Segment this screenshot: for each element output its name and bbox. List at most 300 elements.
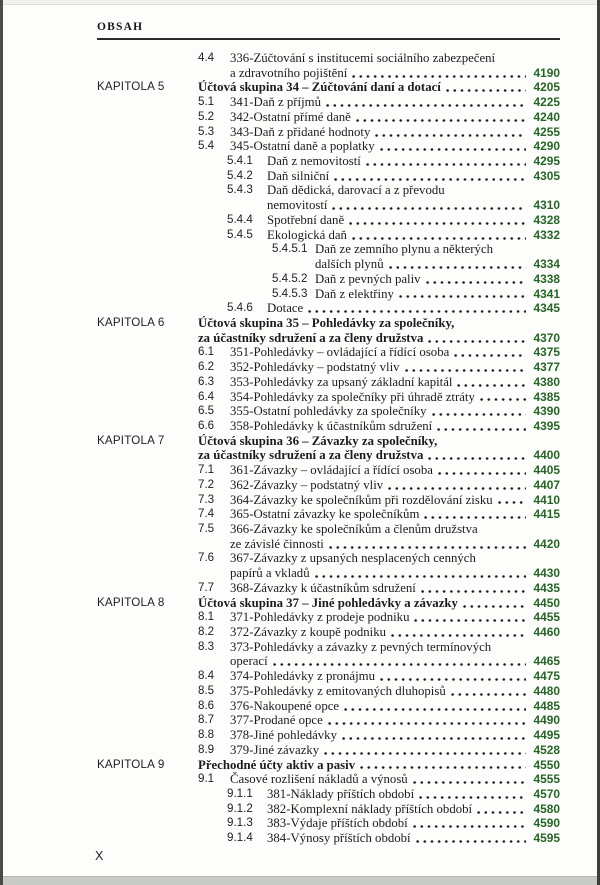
entry-text-column — [198, 80, 560, 95]
dot-leader — [313, 566, 526, 581]
entry-text: 361-Závazky – ovládající a řídící osoba — [230, 463, 433, 478]
entry-text-line — [315, 257, 560, 272]
entry-number: 8.7 — [198, 713, 215, 727]
entry-text: Ekologická daň — [267, 227, 347, 242]
toc-item — [198, 345, 560, 360]
page-number: 4480 — [533, 683, 560, 698]
entry-text-line — [198, 331, 560, 346]
toc-entry — [97, 743, 560, 758]
page-number: 4595 — [533, 831, 560, 846]
page-number: 4255 — [533, 124, 560, 139]
entry-text: Účtová skupina 37 – Jiné pohledávky a závazky — [198, 595, 458, 610]
entry-text-line — [267, 228, 560, 243]
entry-text-column — [230, 125, 560, 140]
entry-text: 351-Pohledávky – ovládající a řídící osoba — [230, 345, 450, 360]
toc-entry — [97, 463, 560, 478]
entry-text-column — [230, 139, 560, 154]
toc-item — [198, 125, 560, 140]
toc-entry — [97, 110, 560, 125]
entry-text-column — [267, 802, 560, 817]
toc-entry — [97, 816, 560, 831]
entry-text: Daň z nemovitostí — [267, 154, 361, 169]
entry-number: 8.1 — [198, 610, 215, 624]
dot-leader — [397, 287, 526, 302]
page-number: 4341 — [533, 286, 560, 301]
toc-entry — [97, 375, 560, 390]
toc-item — [198, 434, 560, 463]
entry-text: 352-Pohledávky – podstatný vliv — [230, 360, 400, 375]
entry-number: 5.4.1 — [227, 154, 253, 168]
toc-entry — [97, 213, 560, 228]
toc-item — [227, 169, 560, 184]
dot-leader — [411, 816, 526, 831]
entry-text-line — [198, 80, 560, 95]
entry-text-line — [230, 478, 560, 493]
dot-leader — [354, 110, 526, 125]
toc-entry — [97, 287, 560, 302]
toc-item — [198, 551, 560, 580]
entry-text-column — [267, 228, 560, 243]
entry-text: 375-Pohledávky z emitovaných dluhopisů — [230, 683, 446, 698]
toc-item — [198, 375, 560, 390]
entry-text-column — [198, 596, 560, 611]
toc-item — [198, 522, 560, 551]
entry-text-column — [230, 404, 560, 419]
entry-text-line: Účtová skupina 36 – Závazky za společníky, — [198, 433, 438, 448]
dot-leader — [436, 463, 526, 478]
scan-edge-left — [0, 0, 3, 885]
entry-text: Účtová skupina 34 – Zúčtování daní a dotací — [198, 80, 441, 95]
entry-text-line — [230, 507, 560, 522]
toc-item — [198, 493, 560, 508]
dot-leader — [324, 95, 526, 110]
dot-leader — [327, 537, 526, 552]
entry-number: 5.1 — [198, 95, 215, 109]
entry-text-line — [230, 66, 560, 81]
page-number: 4590 — [533, 816, 560, 831]
toc-entry — [97, 802, 560, 817]
toc-item — [198, 507, 560, 522]
dot-leader — [412, 610, 526, 625]
toc-entry — [97, 345, 560, 360]
entry-text-line — [230, 743, 560, 758]
toc-item — [198, 110, 560, 125]
entry-text-line — [230, 728, 560, 743]
entry-text-column — [230, 743, 560, 758]
entry-text-column — [230, 610, 560, 625]
entry-number: 6.3 — [198, 374, 215, 388]
toc-entry — [97, 772, 560, 787]
toc-item — [198, 581, 560, 596]
entry-text-line — [267, 154, 560, 169]
toc-entry — [97, 699, 560, 714]
entry-number: 8.2 — [198, 625, 215, 639]
entry-text-column — [315, 242, 560, 271]
entry-number: 4.4 — [198, 51, 215, 64]
entry-text-column — [267, 183, 560, 212]
entry-text: 374-Pohledávky z pronájmu — [230, 669, 376, 684]
entry-text-line — [230, 669, 560, 684]
entry-number: 6.6 — [198, 418, 215, 432]
entry-number: 7.4 — [198, 507, 215, 521]
dot-leader — [444, 80, 526, 95]
entry-number: 7.2 — [198, 477, 215, 491]
entry-text-line — [315, 272, 560, 287]
folio-page-number: X — [95, 849, 104, 863]
toc-entry — [97, 301, 560, 316]
page-number: 4332 — [533, 227, 560, 242]
entry-number: 8.4 — [198, 669, 215, 683]
entry-text: 376-Nakoupené opce — [230, 698, 340, 713]
toc-entry — [97, 610, 560, 625]
toc-entry — [97, 360, 560, 375]
dot-leader — [387, 257, 526, 272]
toc-item — [198, 743, 560, 758]
toc-item — [227, 787, 560, 802]
entry-number: 9.1.1 — [227, 786, 253, 800]
page-number: 4190 — [533, 65, 560, 80]
entry-text-line — [230, 463, 560, 478]
entry-number: 6.2 — [198, 360, 215, 374]
toc-item — [198, 95, 560, 110]
entry-number: 5.4.2 — [227, 168, 253, 182]
entry-text-line — [230, 95, 560, 110]
entry-text-line — [230, 360, 560, 375]
toc-list — [97, 51, 560, 846]
page-number: 4528 — [533, 742, 560, 757]
toc-item — [227, 183, 560, 212]
page-header: OBSAH — [97, 21, 144, 33]
dot-leader — [389, 625, 526, 640]
toc-item — [272, 272, 560, 287]
page-number: 4380 — [533, 374, 560, 389]
entry-text-line: Účtová skupina 35 – Pohledávky za společníky, — [198, 315, 455, 330]
chapter-label: KAPITOLA 5 — [97, 80, 165, 94]
toc-entry — [97, 316, 560, 345]
toc-entry — [97, 581, 560, 596]
entry-number: 5.4.3 — [227, 183, 253, 197]
page-number: 4328 — [533, 212, 560, 227]
entry-number: 5.3 — [198, 124, 215, 138]
dot-leader — [373, 125, 526, 140]
toc-item — [198, 139, 560, 154]
toc-item — [198, 713, 560, 728]
entry-number: 7.3 — [198, 492, 215, 506]
entry-number: 8.3 — [198, 639, 215, 653]
entry-text-column — [230, 551, 560, 580]
dot-leader — [403, 360, 526, 375]
entry-number: 7.5 — [198, 522, 215, 535]
entry-text-column — [267, 816, 560, 831]
dot-leader — [350, 66, 526, 81]
entry-text-line — [230, 713, 560, 728]
page-number: 4385 — [533, 389, 560, 404]
entry-text-line — [230, 566, 560, 581]
entry-text: 362-Závazky – podstatný vliv — [230, 477, 384, 492]
entry-text: 353-Pohledávky za upsaný základní kapitál — [230, 374, 453, 389]
entry-text-column — [230, 625, 560, 640]
dot-leader — [332, 169, 526, 184]
entry-text-line — [267, 198, 560, 213]
page-number: 4485 — [533, 698, 560, 713]
entry-text-column — [230, 669, 560, 684]
entry-number: 5.4.4 — [227, 212, 253, 226]
entry-text-column — [230, 375, 560, 390]
page-number: 4240 — [533, 109, 560, 124]
toc-entry — [97, 169, 560, 184]
entry-text-line — [267, 831, 560, 846]
entry-number: 6.5 — [198, 404, 215, 418]
toc-item — [198, 404, 560, 419]
entry-number: 6.4 — [198, 389, 215, 403]
entry-text: 342-Ostatní přímé daně — [230, 109, 351, 124]
toc-entry — [97, 404, 560, 419]
toc-item — [198, 360, 560, 375]
page-number: 4570 — [533, 786, 560, 801]
page-number: 4225 — [533, 95, 560, 110]
toc-entry — [97, 551, 560, 580]
entry-number: 5.4.5.3 — [272, 286, 308, 300]
entry-text: Spotřební daně — [267, 212, 345, 227]
entry-number: 8.9 — [198, 742, 215, 756]
toc-item — [198, 699, 560, 714]
entry-text-column — [315, 272, 560, 287]
toc-entry — [97, 419, 560, 434]
header-rule — [97, 38, 560, 40]
page-number: 4295 — [533, 154, 560, 169]
toc-item — [198, 316, 560, 345]
entry-text: 358-Pohledávky k účastníkům sdružení — [230, 418, 433, 433]
entry-text-column — [230, 463, 560, 478]
entry-text-line: 336-Zúčtování s institucemi sociálního zabezpečení — [230, 51, 496, 65]
toc-item — [198, 669, 560, 684]
dot-leader — [386, 478, 526, 493]
entry-text: Daň silniční — [267, 168, 330, 183]
toc-entry — [97, 669, 560, 684]
toc-entry — [97, 183, 560, 212]
dot-leader — [340, 728, 526, 743]
page-number: 4400 — [533, 448, 560, 463]
toc-entry — [97, 242, 560, 271]
entry-text-line — [198, 596, 560, 611]
entry-text: 372-Závazky z koupě podniku — [230, 625, 387, 640]
page-number: 4550 — [533, 757, 560, 772]
dot-leader — [326, 713, 526, 728]
dot-leader — [411, 772, 526, 787]
toc-entry — [97, 596, 560, 611]
entry-text-column — [267, 787, 560, 802]
toc-entry — [97, 522, 560, 551]
entry-text-line — [230, 110, 560, 125]
entry-text-column — [230, 522, 560, 551]
entry-text-line: 366-Závazky ke společníkům a členům družstva — [230, 522, 478, 536]
toc-item — [198, 684, 560, 699]
entry-text-column — [230, 493, 560, 508]
entry-text: operací — [230, 654, 268, 669]
entry-text: Dotace — [267, 301, 304, 316]
toc-entry — [97, 154, 560, 169]
page-number: 4580 — [533, 801, 560, 816]
toc-entry — [97, 139, 560, 154]
dot-leader — [378, 669, 526, 684]
dot-leader — [322, 743, 526, 758]
entry-text-line: Daň ze zemního plynu a některých — [315, 242, 494, 257]
entry-text: 378-Jiné pohledávky — [230, 728, 337, 743]
toc-entry — [97, 478, 560, 493]
page-number: 4205 — [533, 80, 560, 95]
entry-text-line — [198, 448, 560, 463]
entry-text: 354-Pohledávky za společníky při úhradě ztráty — [230, 389, 475, 404]
page-number: 4450 — [533, 595, 560, 610]
entry-text-line — [230, 419, 560, 434]
entry-text: 384-Výnosy příštích období — [267, 831, 411, 846]
page-number: 4455 — [533, 610, 560, 625]
entry-number: 5.4.5.1 — [272, 242, 308, 256]
page-number: 4407 — [533, 477, 560, 492]
entry-text: 382-Komplexní náklady příštích období — [267, 801, 473, 816]
entry-text: 368-Závazky k účastníkům sdružení — [230, 580, 416, 595]
toc-entry — [97, 684, 560, 699]
toc-entry — [97, 51, 560, 80]
toc-item — [198, 478, 560, 493]
entry-text-column — [267, 831, 560, 846]
entry-text-line — [198, 758, 560, 773]
page-number: 4405 — [533, 463, 560, 478]
toc-item — [198, 419, 560, 434]
chapter-label: KAPITOLA 6 — [97, 315, 165, 329]
entry-text: Časové rozlišení nákladů a výnosů — [230, 772, 408, 787]
entry-text-column — [267, 213, 560, 228]
entry-text-column — [230, 684, 560, 699]
dot-leader — [342, 699, 526, 714]
toc-item — [227, 228, 560, 243]
entry-number: 8.5 — [198, 683, 215, 697]
entry-text-column — [198, 758, 560, 773]
entry-text-column — [230, 581, 560, 596]
entry-text: 383-Výdaje příštích období — [267, 816, 408, 831]
entry-text: papírů a vkladů — [230, 566, 310, 581]
entry-number: 8.6 — [198, 698, 215, 712]
entry-text-column — [230, 713, 560, 728]
page-number: 4290 — [533, 139, 560, 154]
dot-leader — [452, 345, 526, 360]
dot-leader — [426, 448, 526, 463]
entry-text: 377-Prodané opce — [230, 713, 323, 728]
entry-text: 364-Závazky ke společníkům při rozdělování zisku — [230, 492, 493, 507]
chapter-label: KAPITOLA 7 — [97, 433, 165, 447]
dot-leader — [306, 301, 526, 316]
entry-text-line — [230, 684, 560, 699]
toc-entry — [97, 758, 560, 773]
toc-item — [198, 758, 560, 773]
toc-item — [227, 213, 560, 228]
page-number: 4555 — [533, 772, 560, 787]
toc-item — [198, 728, 560, 743]
entry-text: 381-Náklady příštích období — [267, 786, 415, 801]
page-number: 4375 — [533, 345, 560, 360]
entry-text-line — [267, 787, 560, 802]
entry-text-column — [230, 640, 560, 669]
entry-text-column — [230, 360, 560, 375]
entry-text-line — [267, 301, 560, 316]
page-content — [97, 21, 560, 846]
toc-item — [227, 816, 560, 831]
entry-text: 345-Ostatní daně a poplatky — [230, 139, 375, 154]
entry-text: Daň z pevných paliv — [315, 271, 421, 286]
entry-text: 341-Daň z příjmů — [230, 95, 321, 110]
entry-text-line — [267, 802, 560, 817]
entry-text-line — [267, 816, 560, 831]
dot-leader — [435, 419, 526, 434]
scan-edge-top — [3, 0, 597, 5]
toc-entry — [97, 713, 560, 728]
entry-text-line — [230, 699, 560, 714]
entry-text-column — [267, 301, 560, 316]
toc-item — [272, 287, 560, 302]
page-number: 4334 — [533, 257, 560, 272]
entry-text: 379-Jiné závazky — [230, 742, 320, 757]
entry-text-line — [230, 625, 560, 640]
entry-text: 371-Pohledávky z prodeje podniku — [230, 610, 410, 625]
page-number: 4420 — [533, 536, 560, 551]
entry-text-line — [230, 610, 560, 625]
toc-entry — [97, 390, 560, 405]
entry-text: a zdravotního pojištění — [230, 65, 348, 80]
page-number: 4390 — [533, 404, 560, 419]
entry-text: Přechodné účty aktiv a pasiv — [198, 757, 356, 772]
dot-leader — [417, 787, 526, 802]
toc-item — [198, 390, 560, 405]
entry-text-line — [230, 345, 560, 360]
dot-leader — [364, 154, 526, 169]
entry-text-column — [230, 699, 560, 714]
page-number: 4377 — [533, 360, 560, 375]
entry-text-column — [230, 728, 560, 743]
dot-leader — [455, 375, 526, 390]
entry-number: 8.8 — [198, 728, 215, 742]
entry-text-column — [230, 95, 560, 110]
toc-entry — [97, 831, 560, 846]
entry-text: 365-Ostatní závazky ke společníkům — [230, 507, 420, 522]
page-number: 4370 — [533, 330, 560, 345]
entry-text-line — [230, 139, 560, 154]
entry-text-line — [230, 375, 560, 390]
entry-text: 355-Ostatní pohledávky za společníky — [230, 404, 427, 419]
entry-text-column — [230, 345, 560, 360]
page-number: 4495 — [533, 728, 560, 743]
page-number: 4310 — [533, 198, 560, 213]
toc-item — [198, 625, 560, 640]
dot-leader — [419, 581, 526, 596]
page-number: 4430 — [533, 566, 560, 581]
toc-entry — [97, 228, 560, 243]
entry-number: 5.4.5 — [227, 227, 253, 241]
toc-entry — [97, 272, 560, 287]
entry-text-line — [230, 404, 560, 419]
toc-entry — [97, 507, 560, 522]
entry-text-column — [230, 478, 560, 493]
page-number: 4490 — [533, 713, 560, 728]
page-number: 4395 — [533, 418, 560, 433]
entry-text: nemovitostí — [267, 198, 328, 213]
toc-item — [198, 80, 560, 95]
entry-text-line — [230, 125, 560, 140]
entry-text-column — [230, 419, 560, 434]
entry-text-column — [230, 51, 560, 80]
toc-item — [227, 831, 560, 846]
entry-text-column — [267, 154, 560, 169]
chapter-label: KAPITOLA 9 — [97, 757, 165, 771]
